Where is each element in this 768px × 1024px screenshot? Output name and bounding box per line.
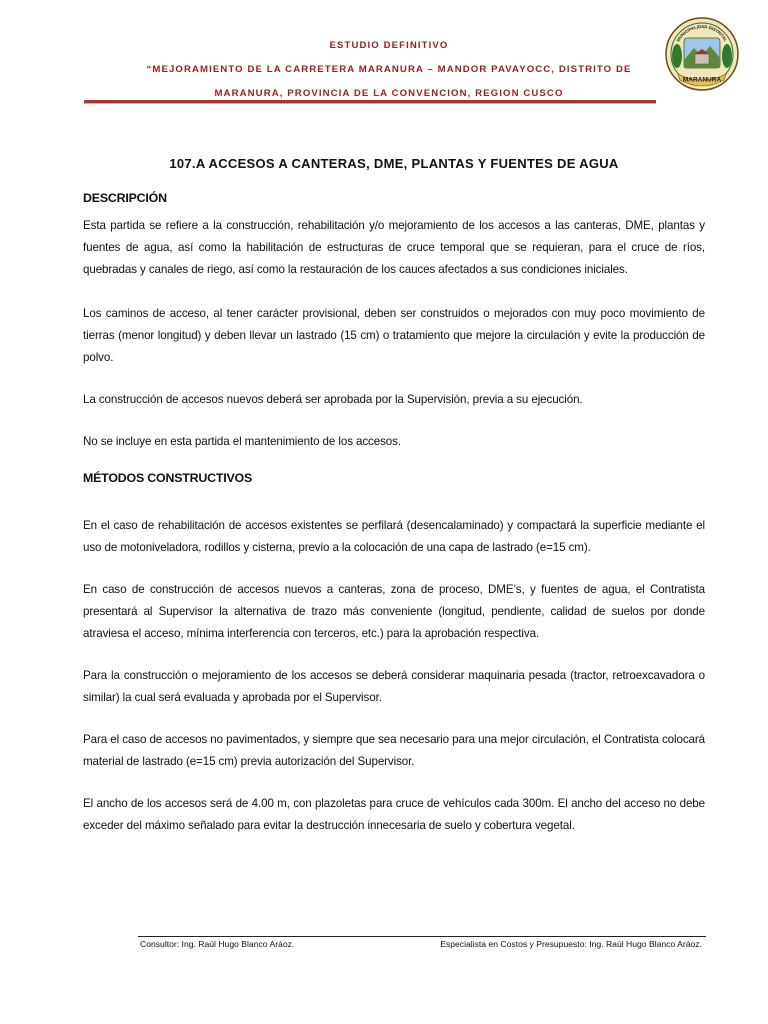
header-divider xyxy=(84,100,656,104)
section-heading-metodos: MÉTODOS CONSTRUCTIVOS xyxy=(83,471,253,485)
footer-specialist: Especialista en Costos y Presupuesto: Ing. Raúl Hugo Blanco Aráoz. xyxy=(440,939,702,949)
footer-consultant: Consultor: Ing. Raúl Hugo Blanco Aráoz. xyxy=(140,939,295,949)
municipal-seal-logo xyxy=(664,16,740,92)
paragraph-metodos-4: Para el caso de accesos no pavimentados, y siempre que sea necesario para una mejor circulación, el Contratista colocará material de lastrado (e=15 cm) previa autorización del Supervisor. xyxy=(83,733,705,768)
seal-arc-text: MUNICIPALIDAD DISTRITAL xyxy=(675,23,729,43)
header-line-2: “MEJORAMIENTO DE LA CARRETERA MARANURA – MANDOR PAVAYOCC, DISTRITO DE xyxy=(146,64,632,75)
paragraph-metodos-3: Para la construcción o mejoramiento de los accesos se deberá considerar maquinaria pesada (tractor, retroexcavadora o similar) la cual será evaluada y aprobada por el Supervisor. xyxy=(83,669,705,704)
header-line-1: ESTUDIO DEFINITIVO xyxy=(329,40,449,51)
footer-divider xyxy=(138,936,706,937)
paragraph-descripcion-1: Esta partida se refiere a la construcción, rehabilitación y/o mejoramiento de los accesos a las canteras, DME, plantas y fuentes de agua, así como la habilitación de estructuras de cruce temporal que se requieran, para el cruce de ríos, quebradas y canales de riego, así como la restauración de los cauces afectados a sus condiciones iniciales. xyxy=(83,219,705,276)
page-title: 107.A ACCESOS A CANTERAS, DME, PLANTAS Y FUENTES DE AGUA xyxy=(169,156,619,171)
paragraph-descripcion-3: La construcción de accesos nuevos deberá ser aprobada por la Supervisión, previa a su ejecución. xyxy=(83,393,583,406)
paragraph-metodos-5: El ancho de los accesos será de 4.00 m, con plazoletas para cruce de vehículos cada 300m. El ancho del acceso no debe exceder del máximo señalado para evitar la destrucción innecesaria de suelo y cobertura vegetal. xyxy=(83,797,705,832)
header-line-3: MARANURA, PROVINCIA DE LA CONVENCION, REGION CUSCO xyxy=(214,88,564,99)
document-header xyxy=(100,34,678,106)
paragraph-descripcion-2: Los caminos de acceso, al tener carácter provisional, deben ser construidos o mejorados con muy poco movimiento de tierras (menor longitud) y deben llevar un lastrado (15 cm) o tratamiento que mejore la circulación y evite la producción de polvo. xyxy=(83,307,705,364)
paragraph-metodos-2: En caso de construcción de accesos nuevos a canteras, zona de proceso, DME’s, y fuentes de agua, el Contratista presentará al Supervisor la alternativa de trazo más conveniente (longitud, pendiente, calidad de suelos por donde atraviesa el acceso, mínima interferencia con terceros, etc.) para la aprobación respectiva. xyxy=(83,583,705,640)
section-heading-descripcion: DESCRIPCIÓN xyxy=(83,191,167,205)
paragraph-metodos-1: En el caso de rehabilitación de accesos existentes se perfilará (desencalaminado) y compactará la superficie mediante el uso de motoniveladora, rodillos y cisterna, previo a la colocación de una capa de lastrado (e=15 cm). xyxy=(83,519,705,554)
seal-bottom-text: MARANURA xyxy=(682,76,722,84)
document-body xyxy=(83,150,705,837)
paragraph-descripcion-4: No se incluye en esta partida el mantenimiento de los accesos. xyxy=(83,435,401,448)
